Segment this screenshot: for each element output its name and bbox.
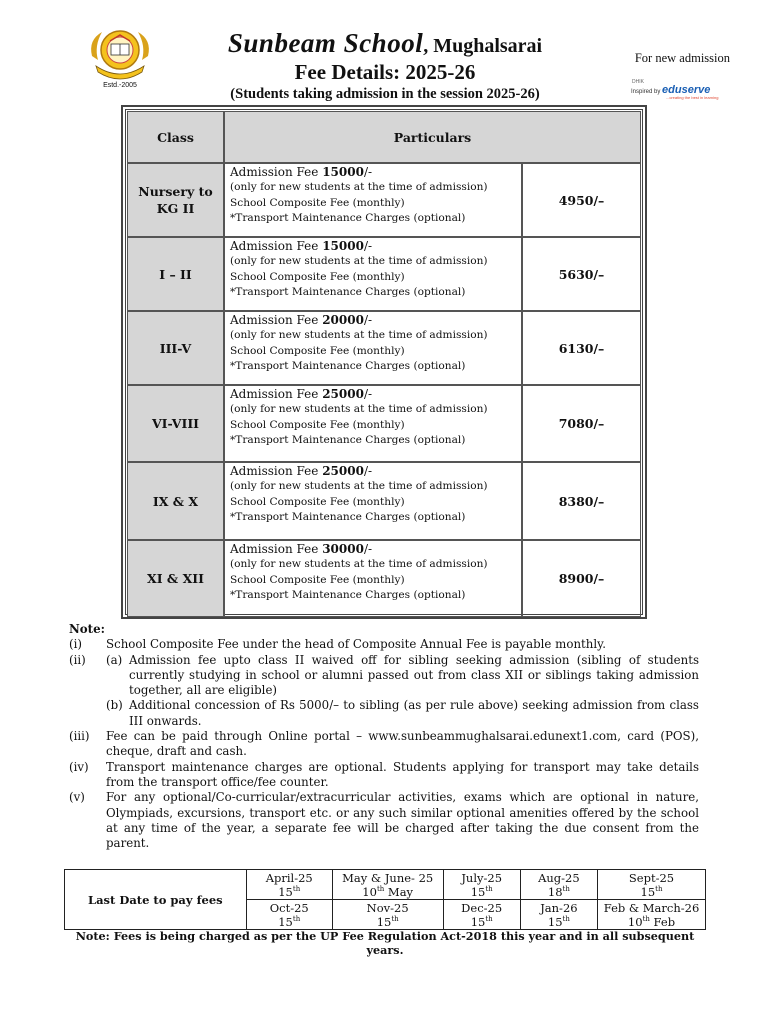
due-day: 15th	[376, 914, 399, 929]
due-date-cell	[332, 900, 443, 930]
due-period: July-25	[461, 870, 503, 885]
admission-fee-line: Admission Fee 15000/-	[230, 165, 373, 179]
admission-note: (only for new students at the time of admission)	[230, 403, 488, 416]
admission-note: (only for new students at the time of admission)	[230, 558, 488, 571]
due-date-cell	[246, 870, 332, 900]
note-subitem: (b) Additional concession of Rs 5000/– to sibling (as per rule above) seeking admission from class III onwards.	[106, 698, 699, 728]
school-title	[170, 28, 600, 59]
monthly-fee-amount: 5630/–	[522, 237, 641, 311]
due-date-cell	[520, 900, 597, 930]
class-name: I – II	[159, 266, 192, 282]
class-name-line2: KG II	[156, 201, 195, 216]
school-location: , Mughalsarai	[423, 35, 543, 57]
class-name: VI-VIII	[151, 416, 200, 431]
due-period: Dec-25	[461, 900, 503, 915]
fee-row-class	[127, 462, 224, 540]
footer-note: Note: Fees is being charged as per the UP Fee Regulation Act-2018 this year and in all subsequent years.	[75, 929, 695, 957]
fee-row-class	[127, 163, 224, 237]
monthly-fee-amount: 8900/–	[522, 540, 641, 617]
fee-row-particulars	[224, 237, 522, 311]
admission-fee-amount: 15000	[322, 165, 364, 179]
due-day: 15th	[470, 914, 493, 929]
new-admission-label: For new admission	[634, 51, 730, 65]
admission-fee-line: Admission Fee 15000/-	[230, 239, 373, 253]
due-day: 18th	[547, 884, 570, 899]
due-period: May & June- 25	[342, 870, 434, 885]
admission-fee-amount: 25000	[322, 387, 364, 401]
due-day: 15th	[278, 884, 301, 899]
transport-charges-label: *Transport Maintenance Charges (optional)	[230, 360, 466, 373]
due-day: 10th Feb	[627, 914, 676, 929]
logo-established-year: Estd.-2005	[103, 82, 137, 89]
admission-note: (only for new students at the time of admission)	[230, 329, 488, 342]
fee-row-particulars	[224, 163, 522, 237]
composite-fee-label: School Composite Fee (monthly)	[230, 344, 405, 357]
admission-fee-line: Admission Fee 20000/-	[230, 313, 373, 327]
class-name: XI & XII	[147, 571, 204, 586]
partner-brand: eduserve	[662, 84, 711, 96]
due-period: Oct-25	[269, 900, 309, 915]
transport-charges-label: *Transport Maintenance Charges (optional)	[230, 212, 466, 225]
composite-fee-label: School Composite Fee (monthly)	[230, 418, 405, 431]
composite-fee-label: School Composite Fee (monthly)	[230, 270, 405, 283]
composite-fee-label: School Composite Fee (monthly)	[230, 495, 405, 508]
class-name: Nursery to	[138, 184, 213, 199]
monthly-fee-amount: 8380/–	[522, 462, 641, 540]
fee-table	[121, 105, 647, 619]
admission-fee-amount: 25000	[322, 464, 364, 478]
due-date-cell	[246, 900, 332, 930]
fee-row-class	[127, 311, 224, 385]
due-day: 10th May	[362, 884, 414, 899]
admission-fee-line: Admission Fee 25000/-	[230, 387, 373, 401]
composite-fee-label: School Composite Fee (monthly)	[230, 196, 405, 209]
due-period: Jan-26	[540, 900, 578, 915]
school-crest-icon	[84, 26, 156, 82]
due-date-cell	[598, 900, 706, 930]
admission-fee-amount: 15000	[322, 239, 364, 253]
admission-fee-line: Admission Fee 25000/-	[230, 464, 373, 478]
due-period: Nov-25	[366, 900, 409, 915]
due-day: 15th	[547, 914, 570, 929]
due-day: 15th	[470, 884, 493, 899]
fee-row-particulars	[224, 311, 522, 385]
due-date-cell	[520, 870, 597, 900]
monthly-fee-amount: 6130/–	[522, 311, 641, 385]
header-particulars: Particulars	[224, 111, 641, 163]
transport-charges-label: *Transport Maintenance Charges (optional)	[230, 434, 466, 447]
due-period: April-25	[265, 870, 313, 885]
note-item: (i) School Composite Fee under the head of Composite Annual Fee is payable monthly.	[69, 637, 607, 652]
session-subtitle: (Students taking admission in the session 2025-26)	[230, 86, 540, 102]
note-item: (iv) Transport maintenance charges are optional. Students applying for transport may take details from the transport office/fee counter.	[69, 759, 699, 789]
partner-tagline: ...creating the best in learning	[666, 95, 719, 100]
due-period: Feb & March-26	[603, 900, 700, 915]
admission-note: (only for new students at the time of admission)	[230, 480, 488, 493]
due-period: Sept-25	[628, 870, 675, 885]
fee-row-particulars	[224, 462, 522, 540]
due-day: 15th	[278, 914, 301, 929]
due-dates-table	[64, 869, 706, 930]
fee-row-particulars	[224, 540, 522, 617]
admission-fee-amount: 20000	[322, 313, 364, 327]
due-dates-row	[65, 870, 706, 900]
due-date-cell	[598, 870, 706, 900]
fee-row-particulars	[224, 385, 522, 462]
due-date-cell	[332, 870, 443, 900]
school-logo	[84, 26, 156, 94]
transport-charges-label: *Transport Maintenance Charges (optional)	[230, 511, 466, 524]
due-dates-label: Last Date to pay fees	[65, 870, 247, 930]
due-date-cell	[443, 870, 520, 900]
page-title: Fee Details: 2025-26	[294, 60, 476, 84]
fee-row-class	[127, 540, 224, 617]
school-name: Sunbeam School	[227, 28, 424, 58]
admission-fee-amount: 30000	[322, 542, 364, 556]
partner-small-text: DHIK	[632, 79, 644, 85]
header-class: Class	[127, 111, 224, 163]
note-item: (iii) Fee can be paid through Online portal – www.sunbeammughalsarai.edunext1.com, card (POS), cheque, draft and cash.	[69, 729, 699, 759]
note-item: (v) For any optional/Co-curricular/extracurricular activities, exams which are optional in nature, Olympiads, excursions, transport etc. or any such similar optional amenities offered by the school at any time of the year, a separate fee will be charged after taking the due consent from the parent.	[69, 790, 699, 851]
class-name: IX & X	[152, 493, 199, 509]
admission-note: (only for new students at the time of admission)	[230, 181, 488, 194]
due-date-cell	[443, 900, 520, 930]
partner-inspired-text: Inspired by	[631, 89, 661, 95]
due-day: 15th	[640, 884, 663, 899]
transport-charges-label: *Transport Maintenance Charges (optional)	[230, 286, 466, 299]
monthly-fee-amount: 7080/–	[522, 385, 641, 462]
class-name: III-V	[159, 340, 192, 356]
transport-charges-label: *Transport Maintenance Charges (optional)	[230, 589, 466, 602]
note-subitem: (a) Admission fee upto class II waived off for sibling seeking admission (sibling of students currently studying in school or alumni passed out from class XII or siblings taking admission together, all are eligible)	[106, 652, 699, 698]
admission-fee-line: Admission Fee 30000/-	[230, 542, 373, 556]
notes-section	[69, 622, 699, 851]
due-period: Aug-25	[538, 870, 580, 885]
fee-row-class	[127, 385, 224, 462]
notes-heading: Note:	[69, 622, 105, 636]
admission-note: (only for new students at the time of admission)	[230, 255, 488, 268]
note-item: (ii) (a) Admission fee upto class II waived off for sibling seeking admission (sibling of students currently studying in school or alumni passed out from class XII or siblings taking admission together, all are eligible) (b) Additional concession of Rs 5000/– to sibling (as per rule above) seeking admission from class III onwards.	[69, 652, 699, 728]
monthly-fee-amount: 4950/–	[522, 163, 641, 237]
fee-row-class	[127, 237, 224, 311]
composite-fee-label: School Composite Fee (monthly)	[230, 573, 405, 586]
